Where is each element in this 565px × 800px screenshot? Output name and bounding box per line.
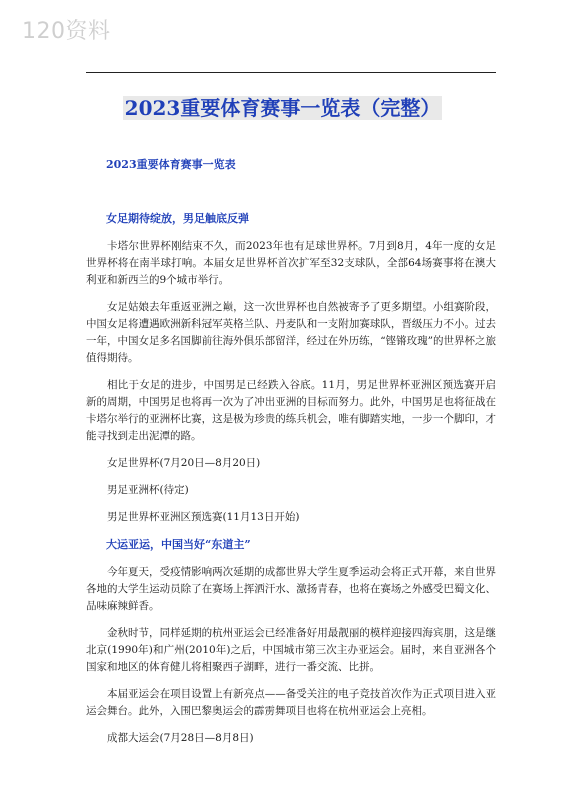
section2-heading: 大运亚运，中国当好“东道主” xyxy=(106,538,251,551)
document-subtitle: 2023重要体育赛事一览表 xyxy=(106,158,236,171)
event-item: 男足世界杯亚洲区预选赛(11月13日开始) xyxy=(107,511,300,523)
header-rule xyxy=(86,72,496,73)
section1-paragraph: 女足姑娘去年重返亚洲之巅，这一次世界杯也自然被寄予了更多期望。小组赛阶段，中国女足将遭遇欧洲新科冠军英格兰队、丹麦队和一支附加赛球队，晋级压力不小。过去一年，中国女足多名国脚前往海外俱乐部留洋，经过在外历练，“铿锵玫瑰”的世界杯之旅值得期待。 xyxy=(86,301,496,364)
event-item: 成都大运会(7月28日—8月8日) xyxy=(107,732,254,744)
page-title-text: 2023重要体育赛事一览表（完整） xyxy=(124,96,441,120)
section1-paragraph: 卡塔尔世界杯刚结束不久，而2023年也有足球世界杯。7月到8月，4年一度的女足世界杯将在南半球打响。本届女足世界杯首次扩军至32支球队，全部64场赛事将在澳大利亚和新西兰的9个城市举行。 xyxy=(86,240,496,286)
section2-paragraph: 今年夏天，受疫情影响两次延期的成都世界大学生夏季运动会将正式开幕，来自世界各地的大学生运动员除了在赛场上挥洒汗水、激扬青春，也将在赛场之外感受巴蜀文化、品味麻辣鲜香。 xyxy=(86,566,496,612)
event-item: 男足亚洲杯(待定) xyxy=(107,484,189,496)
page-title xyxy=(0,92,565,121)
section1-paragraph: 相比于女足的进步，中国男足已经跌入谷底。11月，男足世界杯亚洲区预选赛开启新的周期，中国男足也将再一次为了冲出亚洲的目标而努力。此外，中国男足也将征战在卡塔尔举行的亚洲杯比赛，这是极为珍贵的练兵机会，唯有脚踏实地，一步一个脚印，才能寻找到走出泥潭的路。 xyxy=(86,379,496,442)
event-item: 女足世界杯(7月20日—8月20日) xyxy=(107,457,261,469)
section2-paragraph: 金秋时节，同样延期的杭州亚运会已经准备好用最靓丽的模样迎接四海宾朋，这是继北京(1990年)和广州(2010年)之后，中国城市第三次主办亚运会。届时，来自亚洲各个国家和地区的体育健儿将相聚西子湖畔，进行一番交流、比拼。 xyxy=(86,627,496,673)
document-body xyxy=(86,150,496,747)
watermark: 120资料 xyxy=(22,19,111,44)
section2-paragraph: 本届亚运会在项目设置上有新亮点——备受关注的电子竞技首次作为正式项目进入亚运会舞台。此外，入围巴黎奥运会的霹雳舞项目也将在杭州亚运会上亮相。 xyxy=(86,688,496,717)
section1-heading: 女足期待绽放，男足触底反弹 xyxy=(106,212,249,225)
